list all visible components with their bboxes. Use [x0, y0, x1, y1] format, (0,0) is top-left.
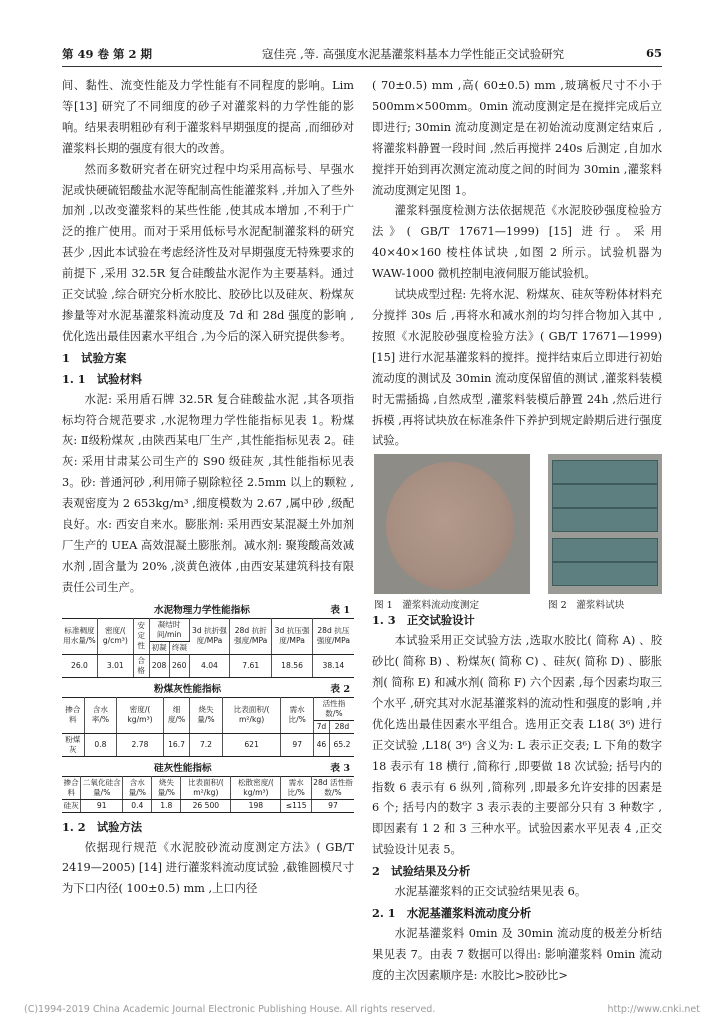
section-heading: 2 试验结果及分析 — [372, 864, 471, 879]
table-header: 二氧化硅含量/% — [81, 776, 123, 799]
table-cell: 16.7 — [163, 733, 189, 756]
table-header: 终凝 — [169, 641, 189, 654]
table-row — [62, 733, 354, 756]
table-header: 细度/% — [163, 697, 189, 733]
table-header: 需水比/% — [281, 697, 313, 733]
table-cell: 合格 — [133, 654, 149, 677]
paragraph: 依据现行规范《水泥胶砂流动度测定方法》( GB/T 2419—2005) [14] 进行灌浆料流动度试验 ,截锥圆模尺寸为下口内径( 100±0.5) mm ,上口内径 — [62, 840, 354, 896]
table-header: 凝结时间/min — [149, 618, 189, 641]
specimen-block — [552, 562, 658, 586]
table-header: 含水率/% — [84, 697, 116, 733]
paragraph: 水泥: 采用盾石牌 32.5R 复合硅酸盐水泥 ,其各项指标均符合规范要求 ,水泥物理力学性能指标见表 1。粉煤灰: Ⅱ级粉煤灰 ,由陕西某电厂生产 ,其性能指标见表 2。硅灰: 采用甘肃某公司生产的 S90 级硅灰 ,其性能指标见表 3。砂: 普通河砂 ,利用筛子剔除粒径 2.5mm 以上的颗粒 ,表观密度为 2 653kg/m³ ,细度模数为 2.67 ,属中砂 ,级配良好。水: 西安自来水。膨胀剂: 采用西安某混凝土外加剂厂生产的 UEA 高效混凝土膨胀剂。减水剂: 聚羧酸高效减水剂 ,固含量为 20% ,淡黄色液体 ,由西安某建筑科技有限责任公司生产。 — [62, 392, 354, 594]
grout-spread-disk — [386, 462, 514, 590]
subsection-heading: 1. 1 试验材料 — [62, 371, 143, 386]
table-header: 比表面积/( m²/kg) — [222, 697, 281, 733]
table-header: 含水量/% — [123, 776, 152, 799]
right-column — [372, 76, 662, 987]
table-cell: 3.01 — [97, 654, 133, 677]
table-cell: 7.61 — [230, 654, 272, 677]
source-url: http://www.cnki.net — [607, 1004, 700, 1015]
paragraph: 灌浆料强度检测方法依据规范《水泥胶砂强度检验方法》( GB/T 17671—1999) [15] 进行。采用 40×40×160 棱柱体试块 ,如图 2 所示。试验机器为 WAW-1000 微机控制电液伺服万能试验机。 — [372, 204, 662, 281]
table-cell: 621 — [222, 733, 281, 756]
table-caption — [62, 682, 354, 697]
table-header: 烧失量/% — [190, 697, 222, 733]
table-cell: 18.56 — [272, 654, 312, 677]
header-rule — [62, 66, 662, 67]
table-cell: 2.78 — [117, 733, 164, 756]
table-cell: 65.2 — [329, 733, 354, 756]
table-label: 表 1 — [330, 604, 350, 616]
paragraph: ( 70±0.5) mm ,高( 60±0.5) mm ,玻璃板尺寸不小于 500mm×500mm。0min 流动度测定是在搅拌完成后立即进行; 30min 流动度测定是在初始流动度测定结束后 ,将灌浆料静置一段时间 ,然后再搅拌 240s 后测定 ,自加水搅拌开始到再次测定流动度之间的时间为 30min ,灌浆料流动度测定见图 1。 — [372, 79, 662, 197]
journal-issue: 第 49 卷 第 2 期 — [62, 47, 153, 61]
table-header: 3d 抗折强度/MPa — [189, 618, 229, 654]
subsection-heading: 1. 2 试验方法 — [62, 819, 143, 834]
table-cell: 26.0 — [62, 654, 97, 677]
table — [62, 697, 354, 757]
table-cell: 0.4 — [123, 799, 152, 812]
table-header: 掺合料 — [62, 697, 84, 733]
table-3 — [62, 761, 354, 813]
table-row — [62, 654, 354, 677]
table-header: 28d 活性指数/% — [311, 776, 354, 799]
table-row — [62, 799, 354, 812]
paragraph: 本试验采用正交试验方法 ,选取水胶比( 简称 A) 、胶砂比( 简称 B) 、粉煤灰( 简称 C) 、硅灰( 简称 D) 、膨胀剂( 简称 E) 和减水剂( 简称 F) 六个因素 ,每个因素均取三个水平 ,研究其对水泥基灌浆料的流动性和强度的影响 ,并优化选出最佳因素水平组合。选用正交表 L18( 3⁶) 进行正交试验 ,L18( 3⁶) 含义为: L 表示正交表; L 下角的数字 18 表示有 18 横行 ,简称行 ,即要做 18 次试验; 括号内的指数 6 表示有 6 纵列 ,简称列 ,即最多允许安排的因素是 6 个; 括号内的数字 3 表示表的主要部分只有 3 种数字 ,即因素有 1 2 和 3 三种水平。试验因素水平见表 4 ,正交试验设计见表 5。 — [372, 634, 662, 857]
left-column — [62, 76, 354, 900]
table-cell: 97 — [281, 733, 313, 756]
table-1 — [62, 603, 354, 678]
table-cell: 208 — [149, 654, 169, 677]
table-cell: 46 — [313, 733, 329, 756]
figure-2-specimens-photo — [548, 454, 662, 594]
table-cell: 4.04 — [189, 654, 229, 677]
paragraph: 水泥基灌浆料的正交试验结果见表 6。 — [394, 885, 587, 899]
table-header: 需水比/% — [281, 776, 312, 799]
specimen-block — [552, 484, 658, 508]
table-cell: 粉煤灰 — [62, 733, 84, 756]
table-2 — [62, 682, 354, 757]
page-number: 65 — [645, 46, 662, 60]
table-cell: 硅灰 — [62, 799, 81, 812]
table-header: 掺合料 — [62, 776, 81, 799]
table-header: 比表面积/( m²/kg) — [181, 776, 231, 799]
specimen-block — [552, 538, 658, 562]
table-label: 表 2 — [330, 683, 350, 695]
table-label: 表 3 — [330, 762, 350, 774]
table-header: 活性指数/% — [313, 697, 354, 720]
table-cell: ≤115 — [281, 799, 312, 812]
figures — [372, 454, 662, 610]
table-header: 标准稠度用水量/% — [62, 618, 97, 654]
article-running-title: 寇佳亮 ,等. 高强度水泥基灌浆料基本力学性能正交试验研究 — [262, 47, 565, 61]
table-cell: 260 — [169, 654, 189, 677]
paragraph: 然而多数研究者在研究过程中均采用高标号、早强水泥或快硬硫铝酸盐水泥等配制高性能灌浆料 ,并加入了些外加剂 ,以改变灌浆料的某些性能 ,使其成本增加 ,不利于广泛的推广使用。而对于采用低标号水泥配制灌浆料的研究甚少 ,因此本试验在考虑经济性及对早期强度无特殊要求的前提下 ,采用 32.5R 复合硅酸盐水泥作为主要基料。通过正交试验 ,综合研究分析水胶比、胶砂比以及硅灰、粉煤灰掺量等对水泥基灌浆料流动度及 7d 和 28d 强度的影响 ,优化选出最佳因素水平组合 ,为今后的深入研究提供参考。 — [62, 162, 354, 343]
paragraph: 试块成型过程: 先将水泥、粉煤灰、硅灰等粉体材料充分搅拌 30s 后 ,再将水和减水剂的均匀拌合物加入其中 ,按照《水泥胶砂强度检验方法》( GB/T 17671—1999) [15] 进行水泥基灌浆料的搅拌。搅拌结束后立即进行初始流动度的测试及 30min 流动度保留值的测试 ,灌浆料装模时无需插捣 ,自然成型 ,灌浆料装模后静置 24h ,然后进行拆模 ,再将试块放在标准条件下养护到规定龄期后进行强度试验。 — [372, 288, 662, 448]
table-cell: 198 — [231, 799, 281, 812]
figure-caption: 图 1 灌浆料流动度测定 — [374, 600, 480, 612]
table-cell: 97 — [311, 799, 354, 812]
subsection-heading: 1. 3 正交试验设计 — [372, 613, 475, 628]
specimen-block — [552, 460, 658, 484]
subsection-heading: 2. 1 水泥基灌浆料流动度分析 — [372, 906, 532, 920]
table-cell: 1.8 — [152, 799, 181, 812]
table-header: 初凝 — [149, 641, 169, 654]
table — [62, 618, 354, 678]
section-heading: 1 试验方案 — [62, 350, 127, 365]
table-cell: 38.14 — [312, 654, 354, 677]
specimen-block — [552, 508, 658, 532]
table-cell: 7.2 — [190, 733, 222, 756]
paragraph: 间、黏性、流变性能及力学性能有不同程度的影响。Lim 等[13] 研究了不同细度的砂子对灌浆料的力学性能的影响。结果表明粗砂有利于灌浆料早期强度的提高 ,而细砂对灌浆料长期的强度有很大的改善。 — [62, 79, 354, 155]
table-title: 硅灰性能指标 — [154, 762, 212, 774]
figure-1-flow-test-photo — [374, 454, 530, 594]
table-header: 烧失量/% — [152, 776, 181, 799]
table — [62, 776, 354, 813]
table-header: 3d 抗压强度/MPa — [272, 618, 312, 654]
table-cell: 26 500 — [181, 799, 231, 812]
copyright-notice: (C)1994-2019 China Academic Journal Electronic Publishing House. All rights reserved. — [24, 1004, 436, 1015]
table-header: 松散密度/( kg/m³) — [231, 776, 281, 799]
table-caption — [62, 761, 354, 776]
table-cell: 91 — [81, 799, 123, 812]
running-header — [62, 42, 662, 64]
figure-caption: 图 2 灌浆料试块 — [548, 600, 625, 612]
table-title: 粉煤灰性能指标 — [154, 683, 222, 695]
table-header: 密度/( g/cm³) — [97, 618, 133, 654]
paragraph: 水泥基灌浆料 0min 及 30min 流动度的极差分析结果见表 7。由表 7 数据可以得出: 影响灌浆料 0min 流动度的主次因素顺序是: 水胶比>胶砂比> — [372, 926, 662, 982]
table-header: 7d — [313, 720, 329, 733]
table-header: 密度/( kg/m³) — [117, 697, 164, 733]
table-cell: 0.8 — [84, 733, 116, 756]
table-title: 水泥物理力学性能指标 — [154, 604, 250, 616]
table-header: 28d 抗折强度/MPa — [230, 618, 272, 654]
table-header: 安定性 — [133, 618, 149, 654]
table-header: 28d 抗压强度/MPa — [312, 618, 354, 654]
table-header: 28d — [329, 720, 354, 733]
table-caption — [62, 603, 354, 618]
footer — [0, 1004, 724, 1015]
